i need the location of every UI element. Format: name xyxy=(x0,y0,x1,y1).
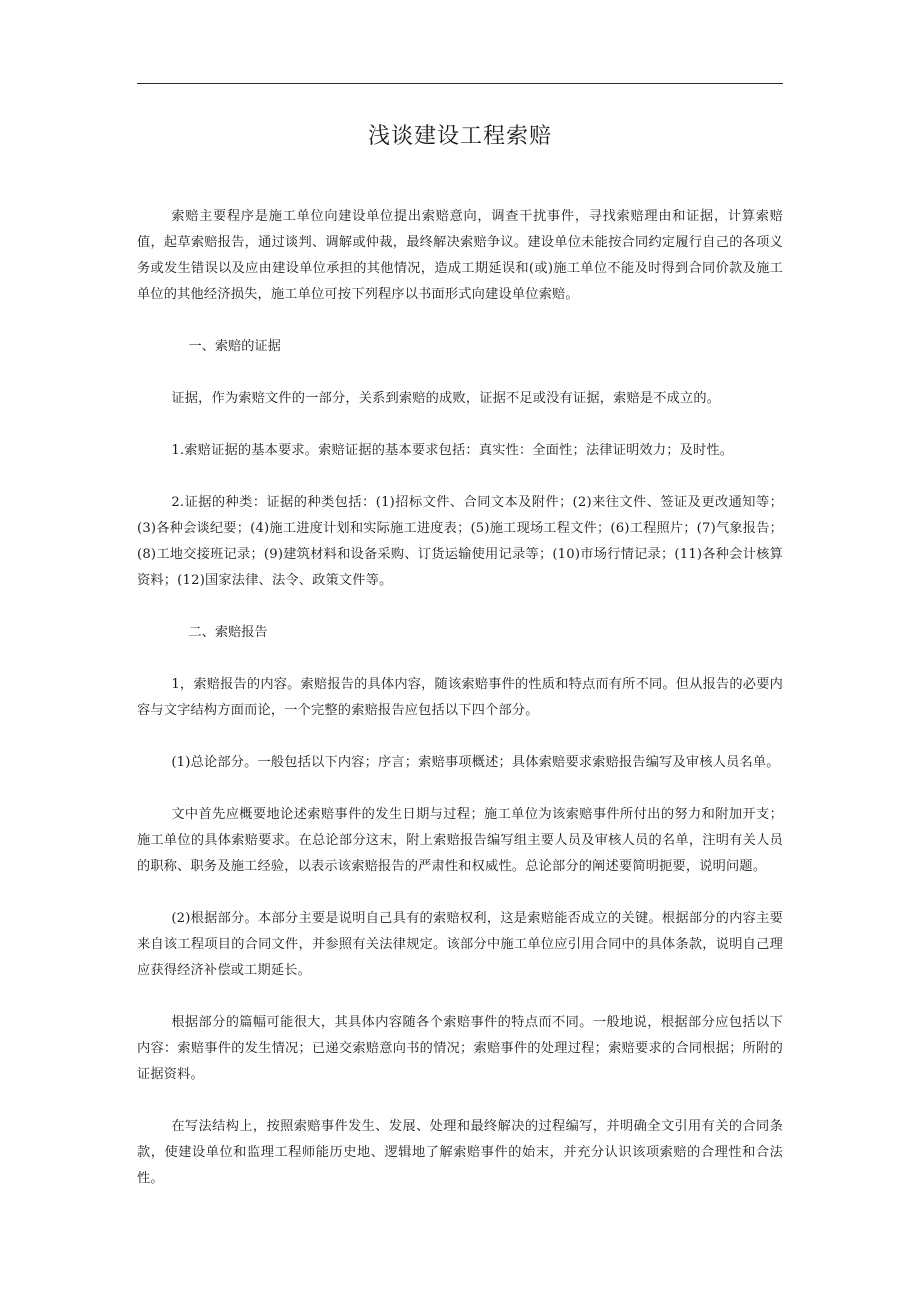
paragraph-evidence-definition: 证据，作为索赔文件的一部分，关系到索赔的成败，证据不足或没有证据，索赔是不成立的。 xyxy=(171,391,721,406)
paragraph-basis-length: 根据部分的篇幅可能很大，其具体内容随各个索赔事件的特点而不同。一般地说，根据部分应包括以下内容：索赔事件的发生情况；已递交索赔意向书的情况；索赔事件的处理过程；索赔要求的合同根据；所附的证据资料。 xyxy=(137,1015,783,1082)
document-body xyxy=(137,204,783,1218)
section-heading-report: 二、索赔报告 xyxy=(188,625,268,640)
paragraph-evidence-requirements: 1.索赔证据的基本要求。索赔证据的基本要求包括：真实性：全面性；法律证明效力；及时性。 xyxy=(171,443,734,458)
paragraph-writing-structure: 在写法结构上，按照索赔事件发生、发展、处理和最终解决的过程编写，并明确全文引用有关的合同条款，使建设单位和监理工程师能历史地、逻辑地了解索赔事件的始末，并充分认识该项索赔的合理性和合法性。 xyxy=(137,1119,783,1186)
section-heading-evidence: 一、索赔的证据 xyxy=(188,339,281,354)
paragraph-general-details: 文中首先应概要地论述索赔事件的发生日期与过程；施工单位为该索赔事件所付出的努力和附加开支；施工单位的具体索赔要求。在总论部分这末，附上索赔报告编写组主要人员及审核人员的名单，注明有关人员的职称、职务及施工经验，以表示该索赔报告的严肃性和权威性。总论部分的阐述要简明扼要，说明问题。 xyxy=(137,807,783,874)
header-rule xyxy=(137,83,783,84)
paragraph-evidence-types: 2.证据的种类：证据的种类包括：(1)招标文件、合同文本及附件；(2)来往文件、签证及更改通知等；(3)各种会谈纪要；(4)施工进度计划和实际施工进度表；(5)施工现场工程文件；(6)工程照片；(7)气象报告；(8)工地交接班记录；(9)建筑材料和设备采购、订货运输使用记录等；(10)市场行情记录；(11)各种会计核算资料；(12)国家法律、法令、政策文件等。 xyxy=(137,495,783,588)
document-title: 浅谈建设工程索赔 xyxy=(367,124,552,149)
paragraph-basis-part: (2)根据部分。本部分主要是说明自己具有的索赔权利，这是索赔能否成立的关键。根据部分的内容主要来自该工程项目的合同文件，并参照有关法律规定。该部分中施工单位应引用合同中的具体条款，说明自己理应获得经济补偿或工期延长。 xyxy=(137,911,783,978)
paragraph-report-content: 1，索赔报告的内容。索赔报告的具体内容，随该索赔事件的性质和特点而有所不同。但从报告的必要内容与文字结构方面而论，一个完整的索赔报告应包括以下四个部分。 xyxy=(137,677,783,718)
paragraph-intro: 索赔主要程序是施工单位向建设单位提出索赔意向，调查干扰事件，寻找索赔理由和证据，计算索赔值，起草索赔报告，通过谈判、调解或仲裁，最终解决索赔争议。建设单位未能按合同约定履行自己的各项义务或发生错误以及应由建设单位承担的其他情况，造成工期延误和(或)施工单位不能及时得到合同价款及施工单位的其他经济损失，施工单位可按下列程序以书面形式向建设单位索赔。 xyxy=(137,209,783,302)
paragraph-general-part: (1)总论部分。一般包括以下内容；序言；索赔事项概述；具体索赔要求索赔报告编写及审核人员名单。 xyxy=(171,755,780,770)
